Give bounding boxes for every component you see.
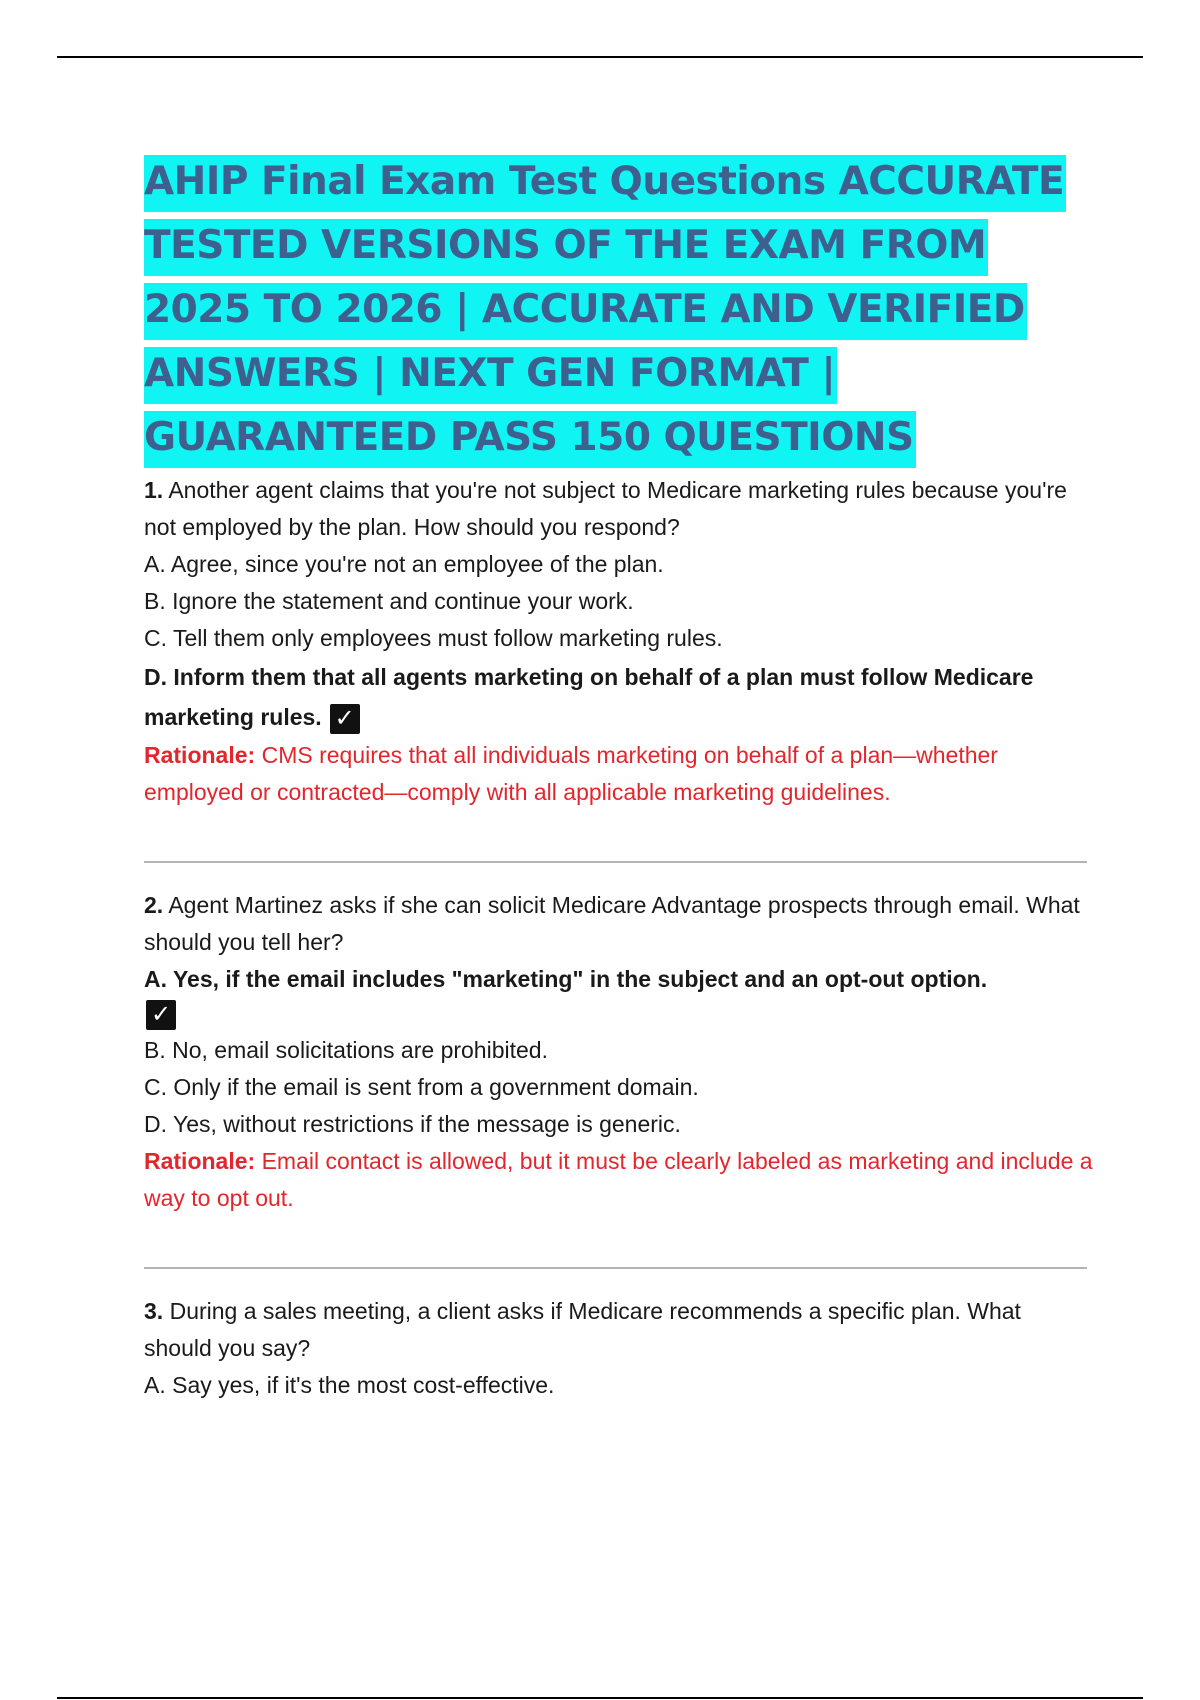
- title-highlight: AHIP Final Exam Test Questions ACCURATE TESTED VERSIONS OF THE EXAM FROM 2025 TO 2026 | ACCURATE AND VERIFIED ANSWERS | NEXT GEN FORMAT | GUARANTEED PASS 150 QUESTIONS: [144, 155, 1066, 468]
- question-3: [144, 1293, 1094, 1404]
- question-stem: [144, 1293, 1094, 1367]
- rationale-text: CMS requires that all individuals marketing on behalf of a plan—whether employed or contracted—comply with all applicable marketing guidelines.: [144, 742, 998, 805]
- question-2: [144, 887, 1094, 1217]
- rationale-label: Rationale:: [144, 1148, 256, 1174]
- option-c: C. Tell them only employees must follow marketing rules.: [144, 625, 723, 651]
- option-a-correct: [144, 961, 1094, 1030]
- question-text: During a sales meeting, a client asks if Medicare recommends a specific plan. What should you say?: [144, 1298, 1021, 1361]
- option-a: A. Say yes, if it's the most cost-effective.: [144, 1372, 555, 1398]
- question-text: Agent Martinez asks if she can solicit Medicare Advantage prospects through email. What should you tell her?: [144, 892, 1080, 955]
- rationale-label: Rationale:: [144, 742, 256, 768]
- question-divider: [144, 861, 1087, 863]
- question-1: [144, 472, 1094, 811]
- rationale: [144, 1143, 1094, 1217]
- option-text: A. Yes, if the email includes "marketing" in the subject and an opt-out option.: [144, 966, 988, 992]
- option-d: D. Yes, without restrictions if the message is generic.: [144, 1111, 681, 1137]
- option-a: A. Agree, since you're not an employee of the plan.: [144, 551, 664, 577]
- option-b: B. No, email solicitations are prohibited.: [144, 1037, 548, 1063]
- option-b: B. Ignore the statement and continue your work.: [144, 588, 634, 614]
- check-icon: ✓: [146, 1000, 176, 1030]
- page-bottom-rule: [57, 1697, 1143, 1699]
- rationale: [144, 737, 1094, 811]
- question-text: Another agent claims that you're not subject to Medicare marketing rules because you're not employed by the plan. How should you respond?: [144, 477, 1067, 540]
- question-stem: [144, 887, 1094, 961]
- option-c: C. Only if the email is sent from a government domain.: [144, 1074, 699, 1100]
- option-d-correct: [144, 657, 1094, 737]
- question-number: 1.: [144, 477, 164, 503]
- question-number: 3.: [144, 1298, 164, 1324]
- page-title: [144, 150, 1094, 470]
- question-stem: [144, 472, 1094, 546]
- question-divider: [144, 1267, 1087, 1269]
- option-text: D. Inform them that all agents marketing on behalf of a plan must follow Medicare marketing rules.: [144, 664, 1034, 730]
- document-body: [144, 150, 1094, 1404]
- rationale-text: Email contact is allowed, but it must be clearly labeled as marketing and include a way to opt out.: [144, 1148, 1093, 1211]
- page-top-rule: [57, 56, 1143, 58]
- question-number: 2.: [144, 892, 164, 918]
- check-icon: ✓: [330, 704, 360, 734]
